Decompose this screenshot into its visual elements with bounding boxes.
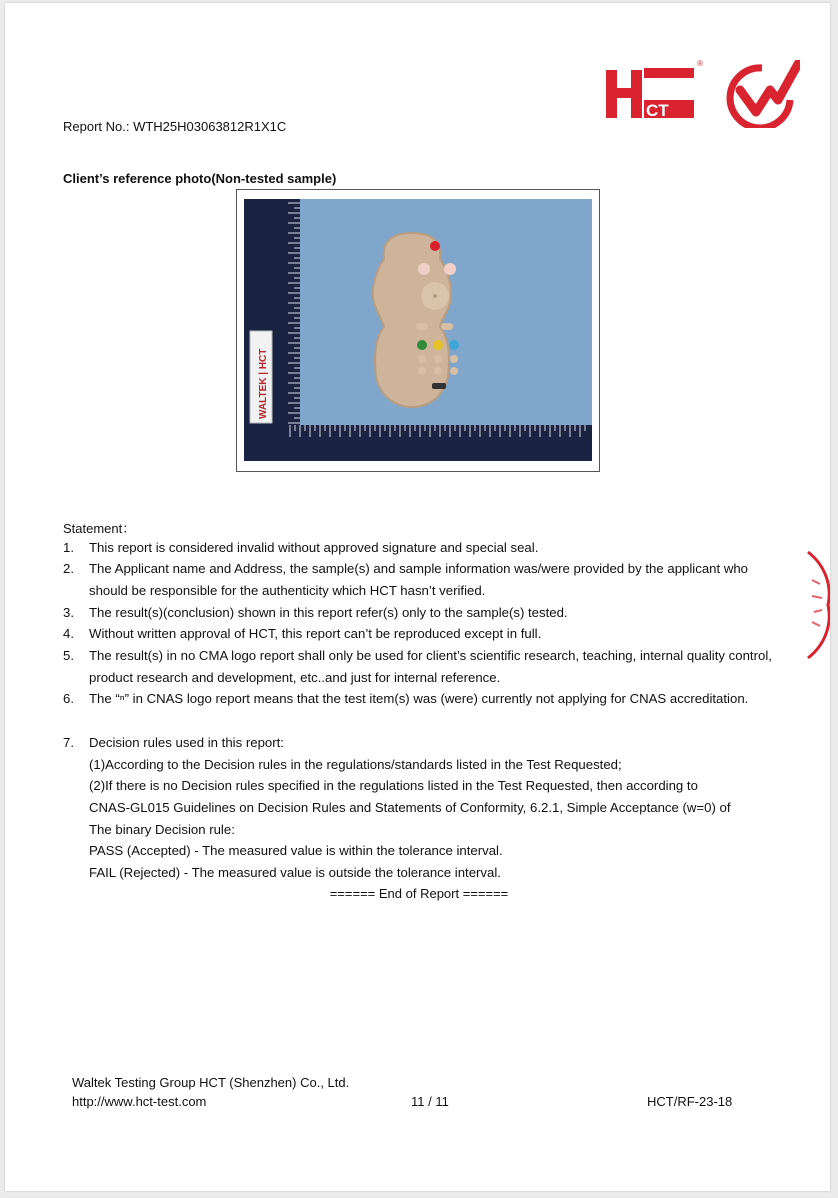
official-seal-stamp: [806, 550, 830, 660]
statement-label: Statement：: [63, 521, 136, 536]
end-of-report: ====== End of Report ======: [329, 886, 509, 901]
report-number: Report No.: WTH25H03063812R1X1C: [63, 119, 287, 134]
footer-form-code: HCT/RF-23-18: [647, 1094, 733, 1109]
decision-line: (1)According to the Decision rules in the regulations/standards listed in the Test Requested;: [89, 757, 622, 772]
reference-photo-frame: [236, 189, 600, 472]
footer-company: Waltek Testing Group HCT (Shenzhen) Co., Ltd.: [72, 1075, 350, 1090]
footer-website[interactable]: http://www.hct-test.com: [72, 1094, 207, 1109]
check-badge-logo: [722, 60, 800, 128]
decision-line: (2)If there is no Decision rules specified in the regulations listed in the Test Requested, then according to: [89, 778, 698, 793]
decision-line: FAIL (Rejected) - The measured value is outside the tolerance interval.: [89, 865, 501, 880]
decision-line: The binary Decision rule:: [89, 822, 235, 837]
footer-page-number: 11 / 11: [411, 1094, 449, 1109]
decision-line: CNAS-GL015 Guidelines on Decision Rules and Statements of Conformity, 6.2.1, Simple Acceptance (w=0) of: [89, 800, 731, 815]
waltek-badge-text: WALTEK | HCT: [258, 348, 269, 419]
registered-mark: ®: [697, 59, 703, 68]
svg-text:CT: CT: [646, 101, 669, 120]
photo-section-title: Client’s reference photo(Non-tested sample): [63, 171, 337, 186]
remote-control-photo: [244, 199, 592, 461]
decision-line: PASS (Accepted) - The measured value is within the tolerance interval.: [89, 843, 503, 858]
hct-logo: [604, 58, 708, 124]
